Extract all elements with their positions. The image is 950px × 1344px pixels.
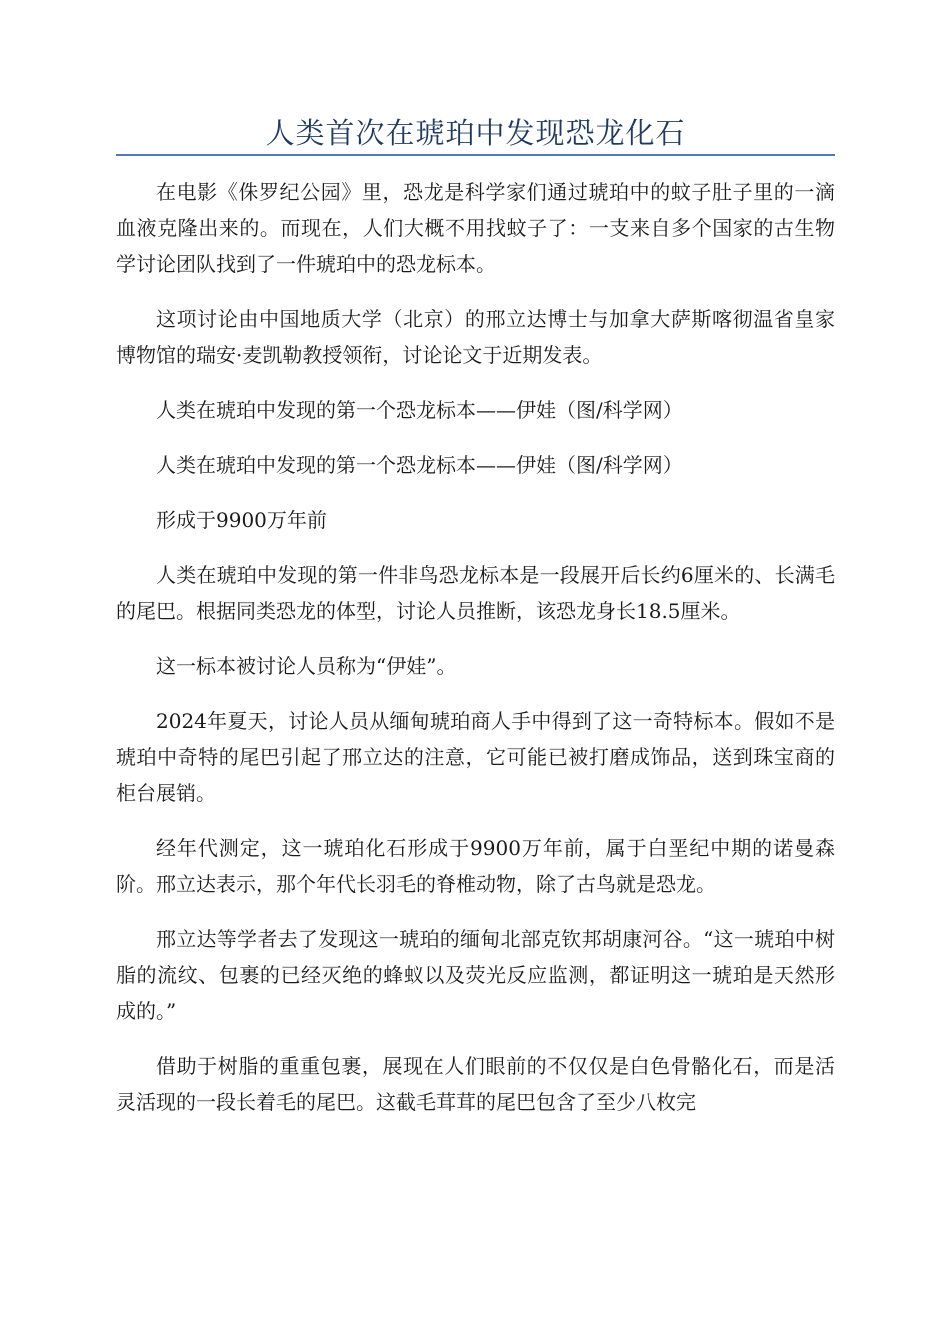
image-caption: 人类在琥珀中发现的第一个恐龙标本——伊娃（图/科学网）	[156, 453, 683, 477]
page-title: 人类首次在琥珀中发现恐龙化石	[116, 110, 835, 156]
paragraph: 2024年夏天，讨论人员从缅甸琥珀商人手中得到了这一奇特标本。假如不是琥珀中奇特的尾巴引起了邢立达的注意，它可能已被打磨成饰品，送到珠宝商的柜台展销。	[116, 709, 835, 805]
article-body	[116, 174, 835, 1139]
section-heading: 形成于9900万年前	[156, 508, 327, 532]
paragraph: 借助于树脂的重重包裹，展现在人们眼前的不仅仅是白色骨骼化石，而是活灵活现的一段长着毛的尾巴。这截毛茸茸的尾巴包含了至少八枚完	[116, 1054, 835, 1114]
paragraph: 这一标本被讨论人员称为“伊娃”。	[156, 654, 457, 678]
paragraph: 在电影《侏罗纪公园》里，恐龙是科学家们通过琥珀中的蚊子肚子里的一滴血液克隆出来的。而现在，人们大概不用找蚊子了：一支来自多个国家的古生物学讨论团队找到了一件琥珀中的恐龙标本。	[116, 180, 835, 276]
paragraph: 这项讨论由中国地质大学（北京）的邢立达博士与加拿大萨斯喀彻温省皇家博物馆的瑞安·麦凯勒教授领衔，讨论论文于近期发表。	[116, 307, 835, 367]
paragraph: 邢立达等学者去了发现这一琥珀的缅甸北部克钦邦胡康河谷。“这一琥珀中树脂的流纹、包裹的已经灭绝的蜂蚁以及荧光反应监测，都证明这一琥珀是天然形成的。”	[116, 927, 835, 1023]
paragraph: 经年代测定，这一琥珀化石形成于9900万年前，属于白垩纪中期的诺曼森阶。邢立达表示，那个年代长羽毛的脊椎动物，除了古鸟就是恐龙。	[116, 836, 835, 896]
paragraph: 人类在琥珀中发现的第一件非鸟恐龙标本是一段展开后长约6厘米的、长满毛的尾巴。根据同类恐龙的体型，讨论人员推断，该恐龙身长18.5厘米。	[116, 563, 835, 623]
image-caption: 人类在琥珀中发现的第一个恐龙标本——伊娃（图/科学网）	[156, 398, 683, 422]
